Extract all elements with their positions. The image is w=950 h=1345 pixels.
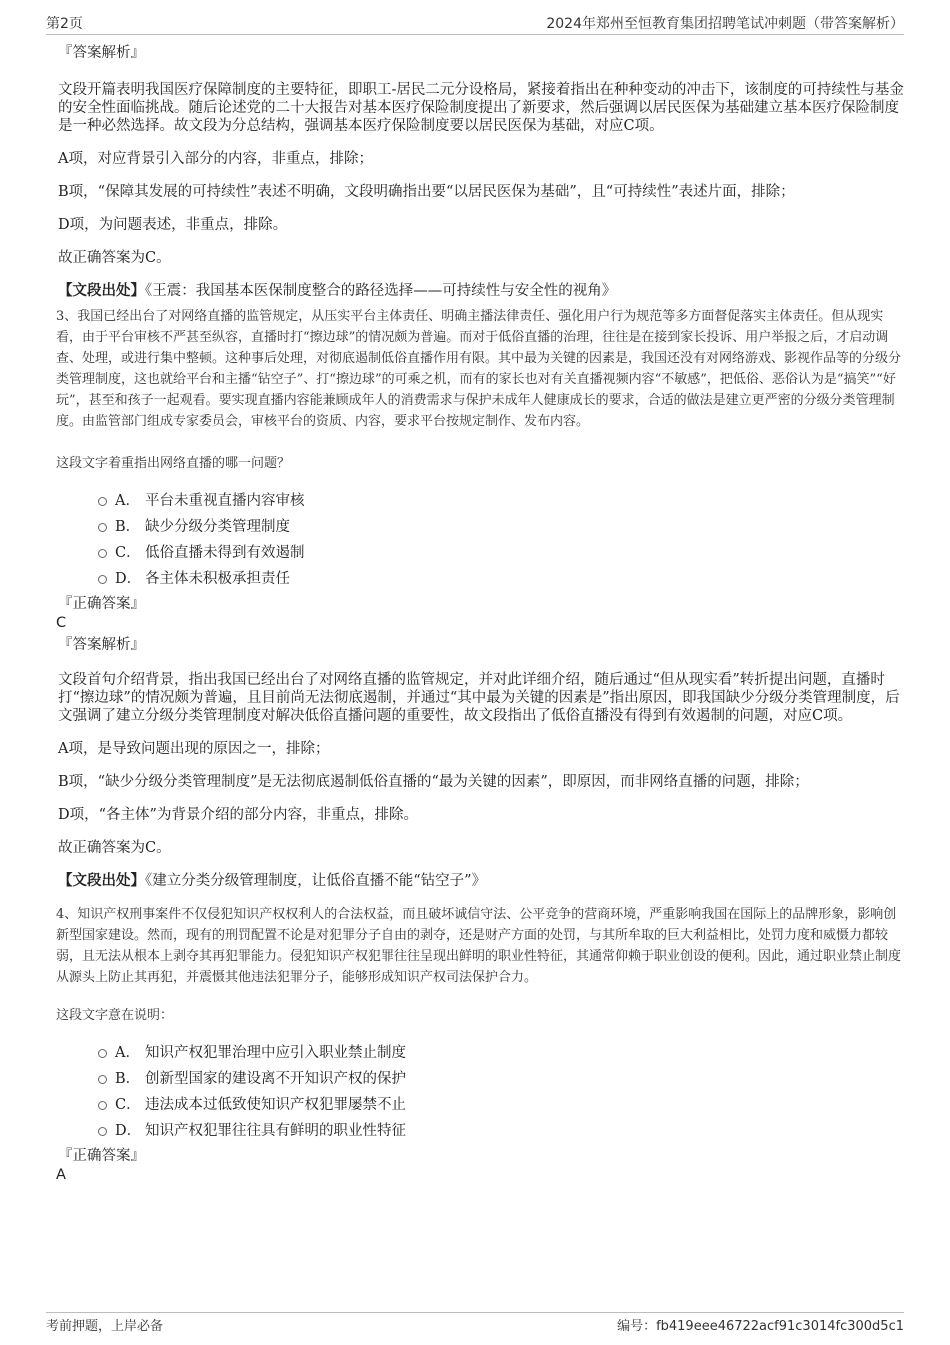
answer-value: A: [56, 1167, 66, 1183]
answer-label: 『正确答案』: [58, 596, 145, 612]
option-letter: C．: [115, 545, 141, 561]
option-letter: D．: [115, 571, 142, 587]
document-id: 编号：fb419eee46722acf91c3014fc300d5c1: [617, 1319, 904, 1334]
question-4-passage: 4、知识产权刑事案件不仅侵犯知识产权权利人的合法权益，而且破坏诚信守法、公平竞争的营商环境，严重影响我国在国际上的品牌形象，影响创新型国家建设。然而，现有的刑罚配置不论是对犯罪分子自由的剥夺，还是财产方面的处罚，与其所牟取的巨大利益相比，处罚力度和威慑力都较弱，且无法从根本上剥夺其再犯罪能力。侵犯知识产权犯罪往往呈现出鲜明的职业性特征，其通常仰赖于职业创设的便利。因此，通过职业禁止制度从源头上防止其再犯，并震慑其他违法犯罪分子，能够形成知识产权司法保护合力。: [56, 907, 902, 985]
passage-source: [58, 282, 906, 300]
radio-icon[interactable]: [98, 1049, 107, 1058]
analysis-note-d: D项，“各主体”为背景介绍的部分内容，非重点，排除。: [58, 807, 418, 823]
option-text: 平台未重视直播内容审核: [145, 493, 305, 509]
option-text: 低俗直播未得到有效遏制: [145, 545, 305, 561]
option-letter: D．: [115, 1123, 142, 1139]
option-letter: B．: [115, 1071, 141, 1087]
page-number: 第2页: [46, 16, 83, 32]
analysis-conclusion: 故正确答案为C。: [58, 840, 171, 856]
analysis-note-b: B项，“缺少分级分类管理制度”是无法彻底遏制低俗直播的“最为关键的因素”，即原因，而非网络直播的问题，排除；: [58, 774, 809, 790]
option-b[interactable]: [58, 1066, 906, 1092]
radio-icon[interactable]: [98, 1101, 107, 1110]
question-3-options: [58, 488, 906, 592]
analysis-note-d: D项，为问题表述，非重点，排除。: [58, 217, 288, 233]
radio-icon[interactable]: [98, 549, 107, 558]
passage-source: [58, 872, 906, 890]
analysis-note-a: A项，是导致问题出现的原因之一，排除；: [58, 741, 330, 757]
radio-icon[interactable]: [98, 523, 107, 532]
option-d[interactable]: [58, 566, 906, 592]
option-text: 缺少分级分类管理制度: [145, 519, 290, 535]
source-label: 【文段出处】: [58, 282, 145, 299]
analysis-note-b: B项，“保障其发展的可持续性”表述不明确，文段明确指出要“以居民医保为基础”，且“可持续性”表述片面，排除；: [58, 184, 795, 200]
radio-icon[interactable]: [98, 1075, 107, 1084]
radio-icon[interactable]: [98, 575, 107, 584]
document-title: 2024年郑州至恒教育集团招聘笔试冲刺题（带答案解析）: [546, 16, 904, 32]
source-title: 《王震：我国基本医保制度整合的路径选择——可持续性与安全性的视角》: [145, 283, 617, 299]
option-d[interactable]: [58, 1118, 906, 1144]
answer-value: C: [56, 615, 67, 631]
radio-icon[interactable]: [98, 1127, 107, 1136]
option-a[interactable]: [58, 488, 906, 514]
analysis-label: 『答案解析』: [58, 637, 145, 653]
option-letter: B．: [115, 519, 141, 535]
answer-label: 『正确答案』: [58, 1148, 145, 1164]
option-text: 各主体未积极承担责任: [145, 571, 290, 587]
analysis-note-a: A项，对应背景引入部分的内容，非重点，排除；: [58, 151, 373, 167]
question-4-options: [58, 1040, 906, 1144]
option-text: 知识产权犯罪往往具有鲜明的职业性特征: [145, 1123, 406, 1139]
footer-slogan: 考前押题，上岸必备: [46, 1319, 164, 1334]
option-letter: A．: [115, 493, 140, 509]
analysis-text: 文段首句介绍背景，指出我国已经出台了对网络直播的监管规定，并对此详细介绍，随后通过“但从现实看”转折提出问题，直播时打“擦边球”的情况颇为普遍，且目前尚无法彻底遏制，并通过“其中最为关键的因素是”指出原因，即我国缺少分级分类管理制度，后文强调了建立分级分类管理制度对解决低俗直播问题的重要性，故文段指出了低俗直播没有得到有效遏制的问题，对应C项。: [58, 672, 900, 724]
question-3-stem: 这段文字着重指出网络直播的哪一问题？: [56, 456, 291, 471]
option-text: 创新型国家的建设离不开知识产权的保护: [145, 1071, 406, 1087]
analysis-label: 『答案解析』: [58, 45, 145, 61]
source-title: 《建立分类分级管理制度，让低俗直播不能“钻空子”》: [145, 873, 487, 889]
source-label: 【文段出处】: [58, 872, 145, 889]
question-4-stem: 这段文字意在说明：: [56, 1008, 174, 1023]
option-letter: C．: [115, 1097, 141, 1113]
option-text: 违法成本过低致使知识产权犯罪屡禁不止: [145, 1097, 406, 1113]
option-letter: A．: [115, 1045, 140, 1061]
page-footer: [46, 1312, 904, 1335]
option-b[interactable]: [58, 514, 906, 540]
analysis-conclusion: 故正确答案为C。: [58, 250, 171, 266]
option-c[interactable]: [58, 540, 906, 566]
option-text: 知识产权犯罪治理中应引入职业禁止制度: [145, 1045, 406, 1061]
analysis-text: 文段开篇表明我国医疗保障制度的主要特征，即职工-居民二元分设格局，紧接着指出在种种变动的冲击下，该制度的可持续性与基金的安全性面临挑战。随后论述党的二十大报告对基本医疗保险制度提出了新要求，然后强调以居民医保为基础建立基本医疗保险制度是一种必然选择。故文段为分总结构，强调基本医疗保险制度要以居民医保为基础，对应C项。: [58, 82, 904, 134]
question-3-passage: 3、我国已经出台了对网络直播的监管规定，从压实平台主体责任、明确主播法律责任、强化用户行为规范等多方面督促落实主体责任。但从现实看，由于平台审核不严甚至纵容，直播时打“擦边球”的情况颇为普遍。而对于低俗直播的治理，往往是在接到家长投诉、用户举报之后，才启动调查、处理，或进行集中整顿。这种事后处理，对彻底遏制低俗直播作用有限。其中最为关键的因素是，我国还没有对网络游戏、影视作品等的分级分类管理制度，这也就给平台和主播“钻空子”、打“擦边球”的可乘之机，而有的家长也对有关直播视频内容“不敏感”，把低俗、恶俗认为是“搞笑”“好玩”，甚至和孩子一起观看。要实现直播内容能兼顾成年人的消费需求与保护未成年人健康成长的要求，合适的做法是建立更严密的分级分类管理制度。由监管部门组成专家委员会，审核平台的资质、内容，要求平台按规定制作、发布内容。: [56, 309, 902, 429]
option-a[interactable]: [58, 1040, 906, 1066]
page-header: [46, 12, 904, 35]
document-body: [58, 44, 906, 1184]
radio-icon[interactable]: [98, 497, 107, 506]
option-c[interactable]: [58, 1092, 906, 1118]
